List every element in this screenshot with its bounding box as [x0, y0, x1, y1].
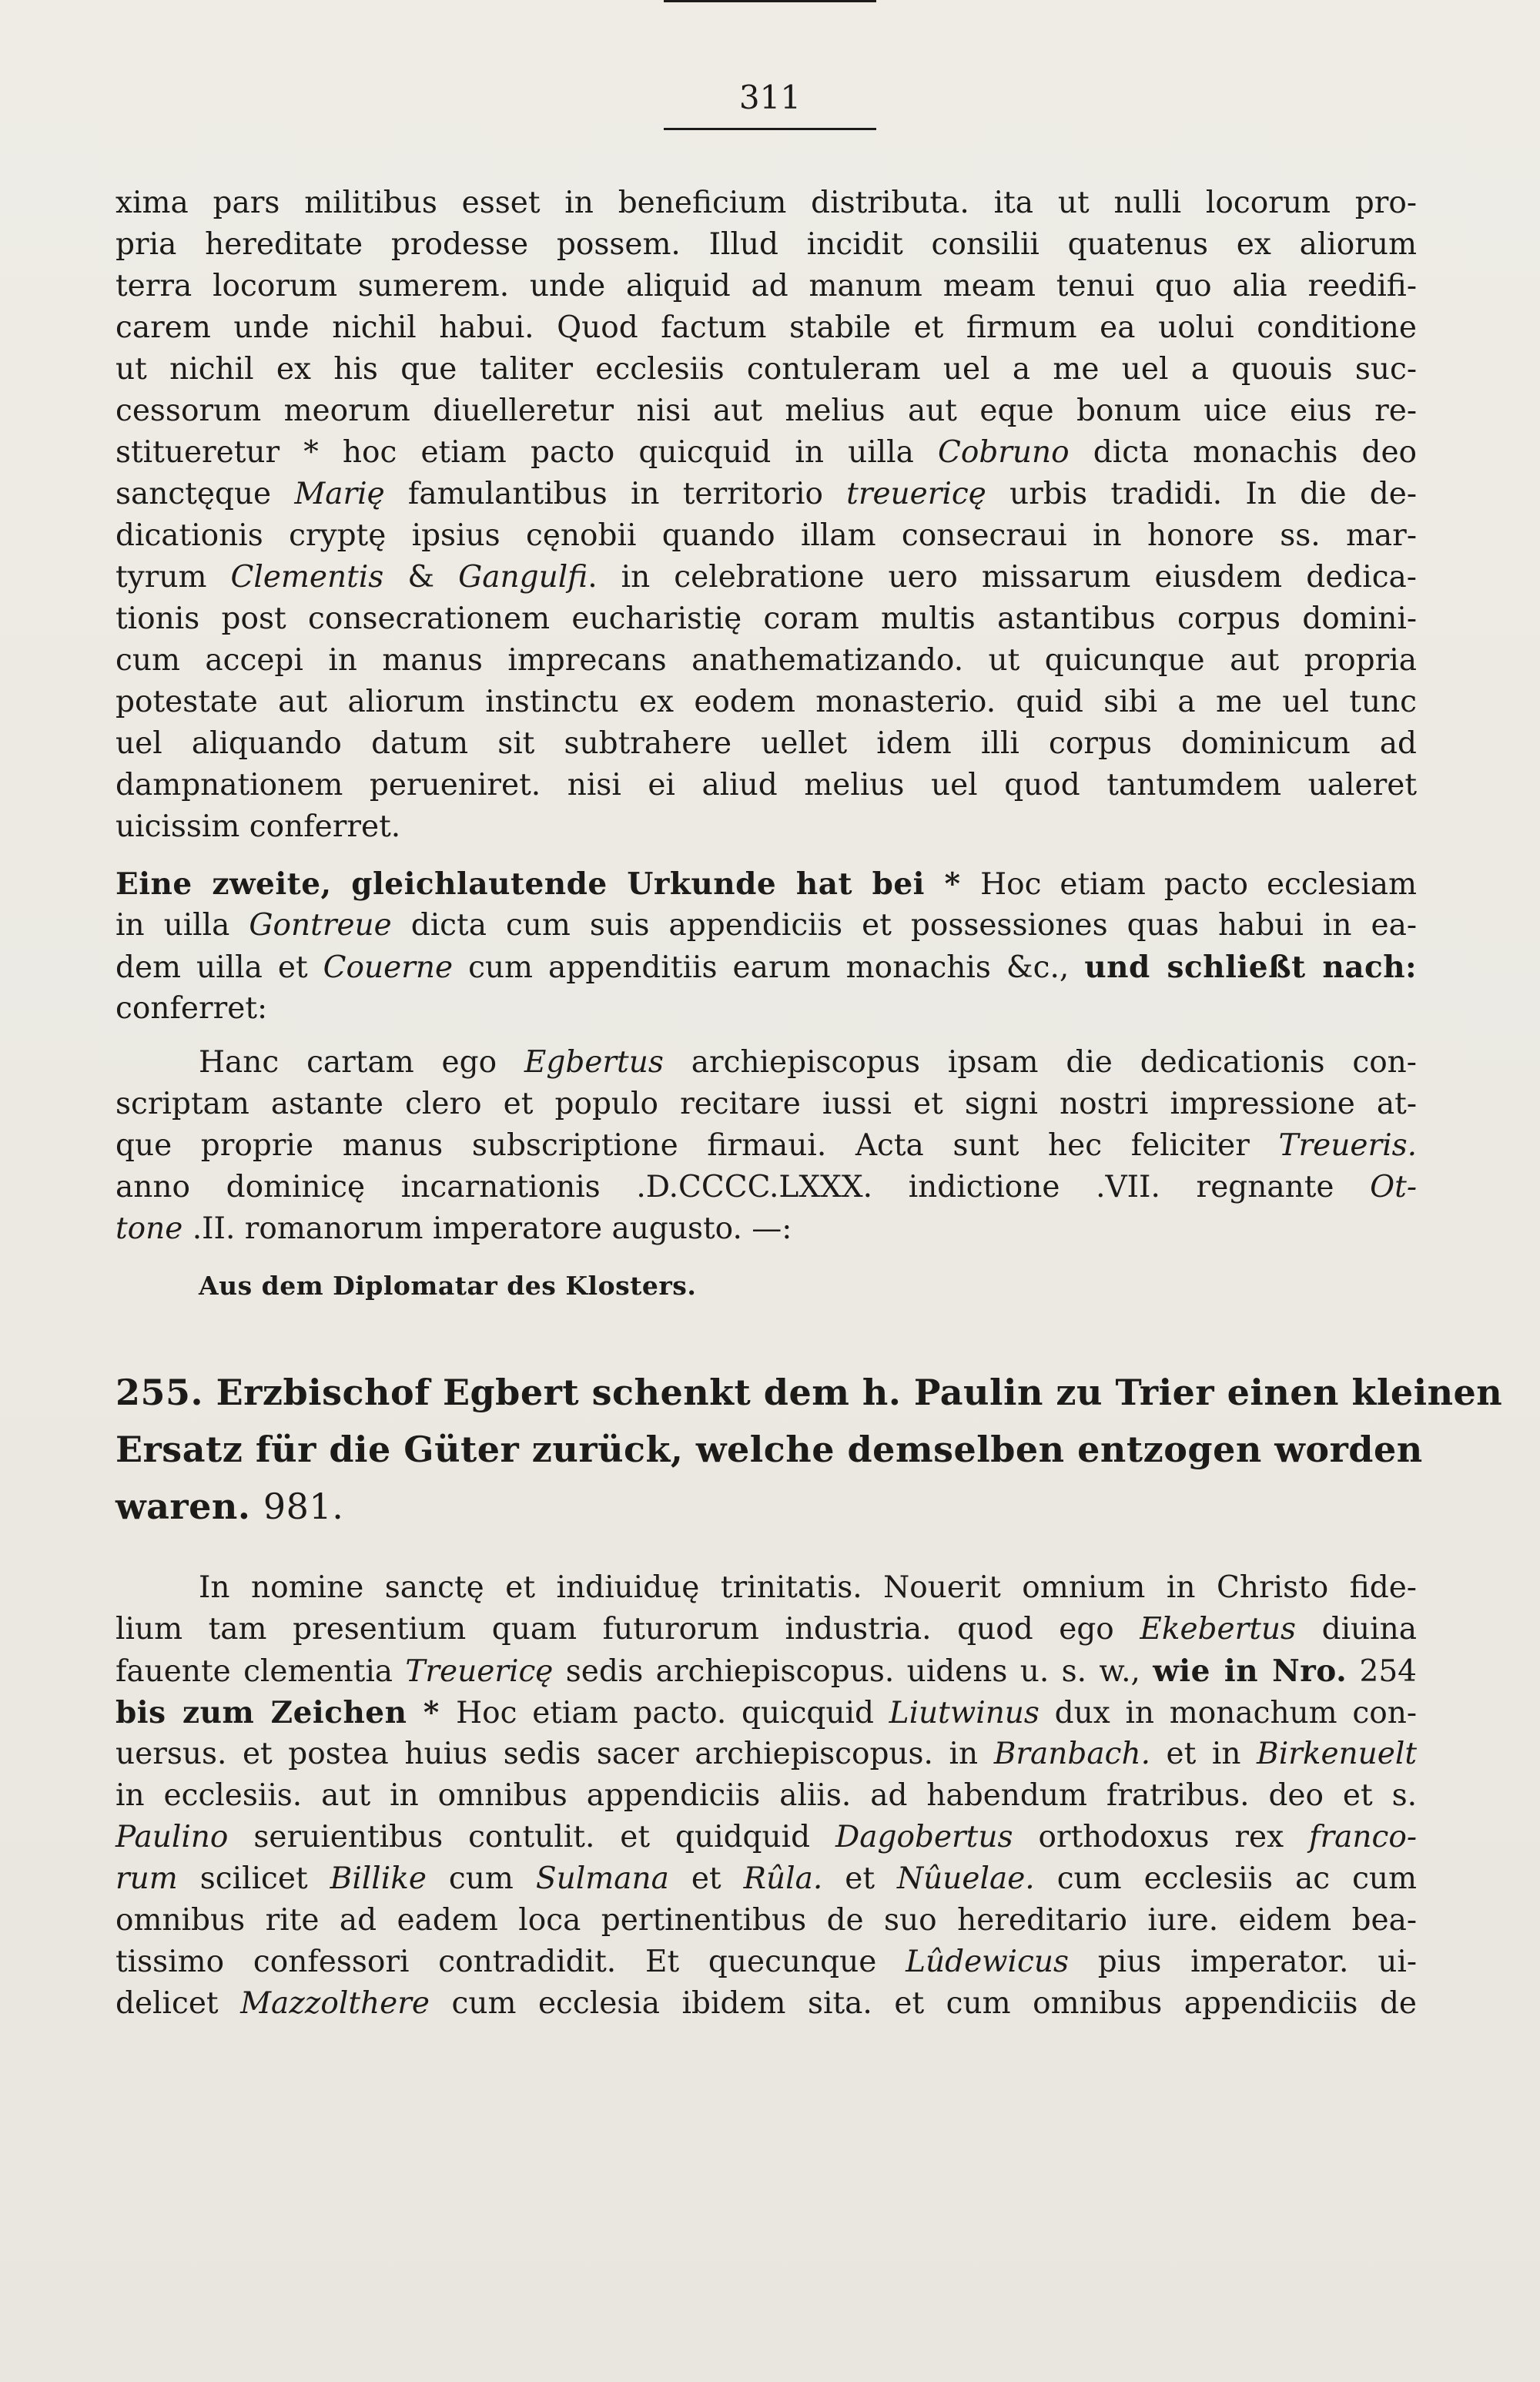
place-name: Sulmana [535, 1861, 669, 1896]
text-run: in uilla [116, 908, 249, 943]
place-name: treuericę [846, 477, 986, 511]
text-line [116, 1737, 1417, 1771]
place-name: Rûla. [743, 1861, 823, 1896]
place-name: Nûuelae. [897, 1861, 1035, 1896]
editorial-text: wie in Nro. [1153, 1653, 1348, 1689]
personal-name: Dagobertus [835, 1820, 1013, 1854]
text-line [116, 436, 1417, 470]
place-name: Gontreue [249, 908, 392, 943]
text-run: scilicet [177, 1861, 330, 1896]
text-line: potestate aut aliorum instinctu ex eodem monasterio. quid sibi a me uel tunc [116, 685, 1417, 719]
place-name: Branbach. [993, 1737, 1150, 1771]
place-name: Couerne [323, 950, 454, 985]
text-line [116, 950, 1417, 985]
text-run: . in celebratione uero missarum eiusdem dedica- [588, 560, 1417, 595]
editorial-text: und schließt nach: [1084, 950, 1418, 985]
text-line: In nomine sanctę et indiuiduę trinitatis. Nouerit omnium in Christo fide- [199, 1570, 1417, 1605]
text-line [199, 1046, 1417, 1080]
text-line [116, 1821, 1417, 1854]
text-line: pria hereditate prodesse possem. Illud incidit consilii quatenus ex aliorum [116, 227, 1417, 262]
text-run: anno dominicę incarnationis .D.CCCC.LXXX. indictione .VII. regnante [116, 1170, 1371, 1204]
text-run: urbis tradidi. In die de- [986, 477, 1417, 511]
text-line: carem unde nichil habui. Quod factum stabile et firmum ea uolui conditione [116, 310, 1417, 345]
text-run: sanctęque [116, 477, 295, 511]
heading-text: waren. [116, 1486, 251, 1527]
text-line: conferret: [116, 991, 268, 1026]
text-run: seruientibus contulit. et quidquid [228, 1820, 836, 1854]
text-run: fauente clementia [116, 1654, 406, 1689]
document-heading [116, 1486, 1417, 1526]
text-run: delicet [116, 1986, 241, 2021]
text-line [116, 1945, 1417, 1979]
text-line: in ecclesiis. aut in omnibus appendiciis aliis. ad habendum fratribus. deo et s. [116, 1778, 1417, 1813]
editorial-text: bis zum Zeichen * [116, 1695, 457, 1730]
place-name: Cobruno [938, 435, 1070, 470]
text-line [116, 1129, 1417, 1163]
text-line: ut nichil ex his que taliter ecclesiis contuleram uel a me uel a quouis suc- [116, 352, 1417, 387]
text-run: orthodoxus rex [1013, 1820, 1310, 1854]
top-rule [664, 0, 876, 2]
text-line: cessorum meorum diuelleretur nisi aut melius aut eque bonum uice eius re- [116, 394, 1417, 428]
text-run: Hoc etiam pacto. quicquid [456, 1696, 889, 1730]
source-note: Aus dem Diplomatar des Klosters. [199, 1271, 697, 1301]
text-run: pius imperator. ui- [1069, 1945, 1418, 1979]
document-date: 981. [263, 1486, 344, 1527]
personal-name: Ekebertus [1140, 1612, 1297, 1647]
personal-name: Clementis [230, 560, 384, 595]
text-line [116, 561, 1417, 595]
place-name: Billike [330, 1861, 427, 1896]
heading-text: Erzbischof Egbert schenkt dem h. Paulin zu Trier einen kleinen [216, 1372, 1503, 1413]
text-line: uicissim conferret. [116, 809, 401, 844]
place-name: Mazzolthere [240, 1986, 430, 2021]
text-run: tissimo confessori contradidit. Et quecunque [116, 1945, 906, 1979]
text-run: dem uilla et [116, 950, 323, 985]
text-run: et [822, 1861, 898, 1896]
place-name: Birkenuelt [1257, 1737, 1417, 1771]
text-line [116, 1613, 1417, 1647]
text-line: scriptam astante clero et populo recitare iussi et signi nostri impressione at- [116, 1087, 1417, 1121]
text-run: archiepiscopus ipsam die dedicationis con- [663, 1045, 1417, 1080]
editorial-note-line [116, 867, 1417, 902]
text-line [116, 1654, 1417, 1689]
personal-name: rum [116, 1861, 178, 1896]
text-run: cum [426, 1861, 536, 1896]
text-run: cum ecclesia ibidem sita. et cum omnibus appendiciis de [429, 1986, 1418, 2021]
text-line [116, 1862, 1417, 1896]
text-run: stitueretur * hoc etiam pacto quicquid in uilla [116, 435, 938, 470]
text-line: tionis post consecrationem eucharistię coram multis astantibus corpus domini- [116, 601, 1417, 636]
personal-name: Paulino [116, 1820, 229, 1854]
text-run: dicta cum suis appendiciis et possessiones quas habui in ea- [391, 908, 1417, 943]
text-run: .II. romanorum imperatore augusto. —: [182, 1211, 792, 1246]
text-run: et [668, 1861, 744, 1896]
text-line: dicationis cryptę ipsius cęnobii quando illam consecraui in honore ss. mar- [116, 518, 1417, 553]
document-heading: Ersatz für die Güter zurück, welche demselben entzogen worden [116, 1429, 1423, 1470]
page-number: 311 [738, 79, 802, 116]
personal-name: Egbertus [524, 1045, 664, 1080]
text-run: et in [1150, 1737, 1257, 1771]
text-run: famulantibus in territorio [384, 477, 847, 511]
text-line: xima pars militibus esset in beneficium distributa. ita ut nulli locorum pro- [116, 186, 1417, 220]
document-heading [116, 1372, 1503, 1413]
text-run: Hanc cartam ego [199, 1045, 524, 1080]
page-number-rule [664, 128, 876, 130]
text-line [116, 1987, 1417, 2021]
place-name: Treueris. [1278, 1128, 1417, 1163]
text-run: 254 [1347, 1654, 1417, 1689]
text-line [116, 1696, 1417, 1730]
text-run: diuina [1296, 1612, 1417, 1647]
text-run: dicta monachis deo [1069, 435, 1417, 470]
text-line: omnibus rite ad eadem loca pertinentibus de suo hereditario iure. eidem bea- [116, 1903, 1417, 1938]
text-line: cum accepi in manus imprecans anathematizando. ut quicunque aut propria [116, 643, 1417, 678]
place-name: Treuericę [405, 1654, 554, 1689]
text-run: cum appenditiis earum monachis &c., [453, 950, 1085, 985]
text-run: tyrum [116, 560, 231, 595]
personal-name: franco- [1309, 1820, 1417, 1854]
text-line [116, 909, 1417, 943]
text-run: lium tam presentium quam futurorum industria. quod ego [116, 1612, 1140, 1647]
text-line [116, 477, 1417, 511]
text-run: cum ecclesiis ac cum [1034, 1861, 1418, 1896]
text-run: uersus. et postea huius sedis sacer archiepiscopus. in [116, 1737, 994, 1771]
personal-name: Ot- [1370, 1170, 1417, 1204]
text-line: terra locorum sumerem. unde aliquid ad manum meam tenui quo alia reedifi- [116, 269, 1417, 303]
text-run: Hoc etiam pacto ecclesiam [980, 867, 1417, 902]
editorial-text: Eine zweite, gleichlautende Urkunde hat bei * [116, 866, 981, 902]
personal-name: tone [116, 1211, 183, 1246]
personal-name: Gangulfi [458, 560, 588, 595]
text-line: uel aliquando datum sit subtrahere uellet idem illi corpus dominicum ad [116, 726, 1417, 761]
text-run: dux in monachum con- [1039, 1696, 1417, 1730]
text-run: & [383, 560, 459, 595]
document-number: 255. [116, 1372, 204, 1413]
text-line: dampnationem perueniret. nisi ei aliud melius uel quod tantumdem ualeret [116, 768, 1417, 802]
text-line [116, 1171, 1417, 1204]
text-line [116, 1212, 1417, 1246]
personal-name: Liutwinus [889, 1696, 1040, 1730]
personal-name: Lûdewicus [906, 1945, 1070, 1979]
text-run: sedis archiepiscopus. uidens u. s. w., [553, 1654, 1153, 1689]
personal-name: Marię [294, 477, 385, 511]
text-run: que proprie manus subscriptione firmaui. Acta sunt hec feliciter [116, 1128, 1279, 1163]
